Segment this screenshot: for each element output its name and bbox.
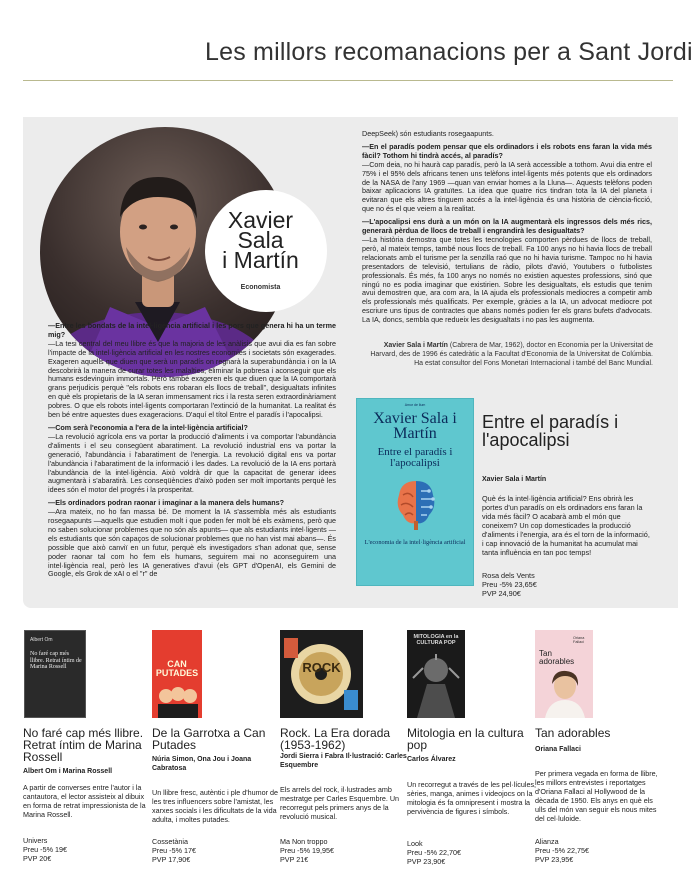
interview-answer: —La tesi central del meu llibre és que la majoria de les anàlisis que avui dia es fan sobre l'impacte de la intel·ligència artificial en les nostres economies i societats són exagerades. Exageren aquells que diuen que serà un paradís on regnarà la superabundància i on la IA descobrirà la manera de curar totes les malalties, eliminar la pobresa i aconseguir que els humans esdevinguin immortals. Però també exageren els que diuen que la IA comportarà grans perjudicis perquè "els robots ens robaran els llocs de treball", desigualtats infinites en què els propietaris de la IA seran immensament rics i la resta seren extraordinàriament pobres. O que els robots intel·ligents comportaran l'extinció de la humanitat. La realitat és ben bé entre aquestes dues exageracions. D'aquí el títol Entre el paradís i l'apocalipsi. <box>48 338 336 420</box>
book-description: A partir de converses entre l'autor i la cantautora, el lector assisteix al dibuix en forma de retrat impressionista de la Marina Rossell. <box>23 783 146 819</box>
discount-price: Preu -5% 23,65€ <box>482 580 537 589</box>
publisher: Alianza <box>535 837 559 846</box>
discount-price: Preu -5% 22,75€ <box>535 846 589 855</box>
interview-answer: —Com deia, no hi haurà cap paradís, però la IA serà accessible a tothom. Avui dia entre el 75% i el 95% dels africans tenen uns telèfons intel·ligents més potents que els ordinadors de la NASA de l'any 1969 —quan van enviar homes a la Lluna—. Aquests telèfons poden baixar aplicacions IA gratuïtes. La idea que quatre rics tindran tota la IA del planeta i evitaran que els altres tinguem accés a la intel·ligència és una història de ciència-ficció, que no és el que veiem a la realitat. <box>362 159 652 214</box>
cover-title: CAN PUTADES <box>155 659 199 678</box>
interview-question: —Com serà l'economia a l'era de la intel·ligència artificial? <box>48 422 248 432</box>
bio-text: (Cabrera de Mar, 1962), doctor en Economia per la Universitat de Harvard, des de 1996 és catedràtic a la Facultat d'Economia de la Universitat de Colúmbia. Ha estat consultor del Fons Monetari Internacional i també del Banc Mundial. <box>370 342 653 367</box>
interview-answer: DeepSeek) són estudiants rosegaapunts. <box>362 129 494 138</box>
interview-qa <box>48 322 336 420</box>
interview-qa <box>362 218 652 325</box>
book-title: Mitologia en la cultura pop <box>407 726 524 752</box>
book-price-block <box>280 837 410 864</box>
page-title: Les millors recomanacions per a Sant Jordi <box>205 38 693 66</box>
book-price-block <box>152 837 282 864</box>
book-authors: Albert Om i Marina Rossell <box>23 768 113 775</box>
main-book-title: Entre el paradís i l'apocalipsi <box>482 412 619 450</box>
main-book-author: Xavier Sala i Martín <box>482 476 547 483</box>
book-cover[interactable] <box>280 630 363 718</box>
publisher: Look <box>407 839 423 848</box>
interview-question: —L'apocalipsi ens durà a un món on la IA augmentarà els ingressos dels més rics, generarà pèrdua de llocs de treball i engrandirà les desigualtats? <box>362 217 652 236</box>
interview-answer: —La història demostra que totes les tecnologies comporten pèrdues de llocs de treball, però, al mateix temps, també nous llocs de treball. Fa 100 anys no hi havia llocs de treball relacionats amb el turisme per la senzilla raó que no hi havia turisme. Tampoc no hi havia presentadors de televisió, tertulians de ràdio, pilots d'avió, Youtubers o futbolistes professionals. És més, fa 100 anys no només no existien aquestes professions, sinó que ningú no es podia imaginar que existirien. Sobre les desigualtats, els estudis que tenim avui demostren que, ara com ara, la IA ajuda els professionals mediocres a competir amb els professionals més qualificats. Per exemple, gràcies a la IA, un advocat mediocre pot escriure uns tipus de contractes que abans només podien fer els grans bufets d'advocats. La IA, doncs, sembla que redueix les desigualtats i no pas les augmenta. <box>362 234 652 325</box>
book-description: Els arrels del rock, il·lustrades amb mestratge per Carles Esquembre. Un recorregut pels primers anys de la revolució musical. <box>280 785 400 821</box>
book-authors: Jordi Sierra i Fabra Il·lustració: Carles Esquembre <box>280 753 407 769</box>
pvp-price: PVP 23,95€ <box>535 855 574 864</box>
name-line-3: i Martín <box>222 247 299 273</box>
name-line-2: Sala <box>237 227 284 253</box>
cover-subtitle: L'economia de la intel·ligència artificial <box>364 539 466 546</box>
discount-price: Preu -5% 19,95€ <box>280 846 334 855</box>
main-book-cover[interactable] <box>356 398 474 586</box>
book-title: Tan adorables <box>535 726 611 740</box>
name-line-1: Xavier <box>227 207 294 233</box>
cover-title: Entre el paradís i l'apocalipsi <box>377 446 453 469</box>
cover-illustration <box>152 678 202 718</box>
book-title: De la Garrotxa a Can Putades <box>152 726 266 752</box>
discount-price: Preu -5% 17€ <box>152 846 196 855</box>
discount-price: Preu -5% 19€ <box>23 845 67 854</box>
pvp-price: PVP 23,90€ <box>407 857 446 866</box>
publisher: Rosa dels Vents <box>482 571 535 580</box>
book-cover[interactable] <box>152 630 202 718</box>
book-cover[interactable] <box>407 630 465 718</box>
book-authors: Núria Simon, Ona Jou i Joana Cabratosa <box>152 756 252 772</box>
publisher: Ma Non troppo <box>280 837 328 846</box>
publisher: Univers <box>23 836 48 845</box>
book-title: Rock. La Era dorada (1953-1962) <box>280 726 391 752</box>
interview-qa <box>48 499 336 579</box>
title-rule <box>23 80 673 81</box>
interview-right-column <box>362 130 652 329</box>
book-description: Un recorregut a través de les pel·lícules, sèries, manga, animes i videojocs on la mitologia és fa omnipresent i mostra la pervivència de figures i símbols. <box>407 780 537 816</box>
brain-icon <box>393 477 439 531</box>
book-price-block <box>535 837 665 864</box>
book-cover[interactable] <box>24 630 86 718</box>
interview-qa <box>362 143 652 214</box>
cover-illustration <box>407 648 465 718</box>
cover-top-text: Amor de llum <box>404 403 426 407</box>
interview-answer: —La revolució agrícola ens va portar la producció d'aliments i va comportar l'abundància d'aliments i el seu consegüent abaratiment. La revolució industrial ens va portar la generació, l'abundància i l'abaratiment de l'energia. La revolució digital ens va portar l'abundància i l'abaratiment de la informació i les dades. La revolució de la IA ens portarà l'abundància de la intel·ligència. Això voldrà dir que la capacitat de generar idees augmentarà i s'abaratirà. Les conseqüències d'això poden ser molt importants perquè les idees són el motor del progrés i la prosperitat. <box>48 431 336 495</box>
interviewee-name <box>213 207 308 273</box>
pvp-price: PVP 21€ <box>280 855 309 864</box>
main-book-price-block <box>482 571 652 598</box>
cover-author: Oriana Fallaci <box>573 636 585 644</box>
pvp-price: PVP 20€ <box>23 854 52 863</box>
cover-title: No faré cap més llibre. Retrat íntim de Marina Rossell <box>30 651 82 670</box>
interview-question: —Els ordinadors podran raonar i imaginar a la manera dels humans? <box>48 498 285 508</box>
book-cover[interactable] <box>535 630 593 718</box>
cover-author: Albert Om <box>30 637 53 643</box>
book-title: No faré cap més llibre. Retrat íntim de Marina Rossell <box>23 726 144 764</box>
pvp-price: PVP 17,90€ <box>152 855 191 864</box>
discount-price: Preu -5% 22,70€ <box>407 848 461 857</box>
interview-left-column <box>48 322 336 583</box>
book-authors: Carlos Álvarez <box>407 756 456 763</box>
publisher: Cossetània <box>152 837 188 846</box>
interview-question: —Entre les bondats de la intel·ligència artificial i les pors que genera hi ha un terme mig? <box>48 321 336 339</box>
bio-name: Xavier Sala i Martín <box>383 342 448 349</box>
pvp-price: PVP 24,90€ <box>482 589 521 598</box>
author-bio <box>370 341 653 368</box>
book-description: Per primera vegada en forma de llibre, les millors entrevistes i reportatges d'Oriana Fallaci al Hollywood de la dècada de 1950. Els anys en què els ulls del món van seguir els nous mites del cel·luloide. <box>535 769 658 823</box>
interview-answer: —Ara mateix, no ho fan massa bé. De moment la IA s'assembla més als estudiants rosegaapunts —aquells que estudien molt i que poden fer molt bé els exàmens, però que no saben solucionar problemes que no són als apunts— que als estudiants intel·ligents —els estudiants que són capaços de solucionar problemes que no han vist mai abans—. És possible que això canviï en un futur, perquè els investigadors s'han adonat que, sense poder raonar tal com ho fem els humans, seguirem mai no aconseguirem una intel·ligència real, però les IA generatives d'avui (els GPT d'OpenAI, els Gemini de Google, els Grok de xAI o el "r" de <box>48 507 336 579</box>
book-description: Un llibre fresc, autèntic i ple d'humor de les tres influencers sobre l'amistat, les xarxes socials i les dificultats de la vida adulta, i moltes putades. <box>152 788 279 824</box>
interviewee-role: Economista <box>240 284 281 291</box>
book-price-block <box>23 836 153 863</box>
interview-qa <box>48 424 336 495</box>
cover-author: Xavier Sala i Martín <box>373 410 457 442</box>
cover-title: MITOLOGIA en la CULTURA POP <box>413 634 459 646</box>
main-book-description: Què és la intel·ligència artificial? Ens obrirà les portes d'un paradís on els ordinadors ens faran la vida més fàcil? O acabarà amb el món que coneixem? Un cop domesticades la producció d'aliments i l'energia, ara és el torn de la informació, i cap innovació de la humanitat ha acumulat mai tanta influència en tan poc temps! <box>482 494 650 557</box>
cover-title: ROCK <box>302 660 341 675</box>
cover-illustration <box>535 668 593 718</box>
cover-title: Tan adorables <box>539 649 575 666</box>
interview-qa <box>362 130 652 139</box>
interview-question: —En el paradís podem pensar que els ordinadors i els robots ens faran la vida més fàcil? Tothom hi tindrà accés, al paradís? <box>362 141 652 160</box>
book-price-block <box>407 839 537 866</box>
book-authors: Oriana Fallaci <box>535 746 581 753</box>
